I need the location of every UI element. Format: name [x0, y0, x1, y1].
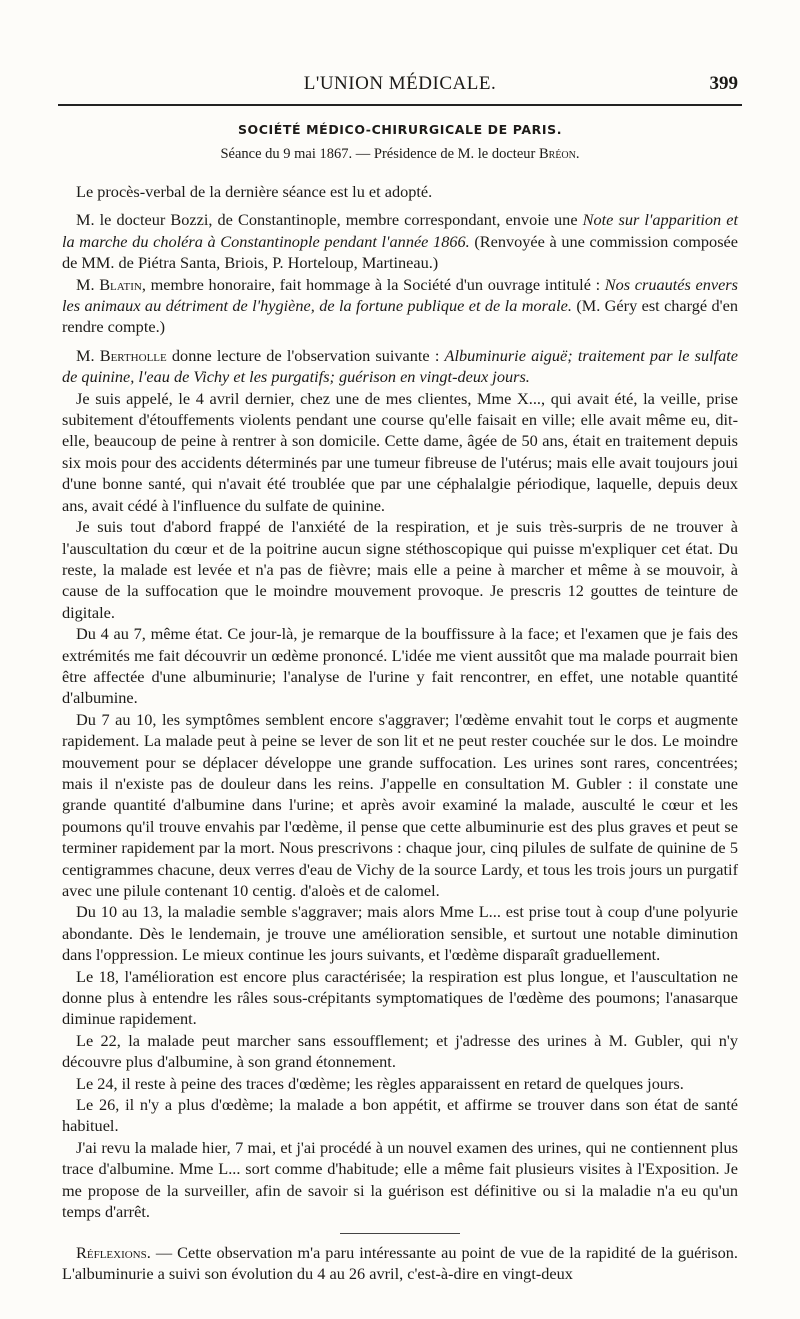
- paragraph-obs-6: Le 18, l'amélioration est encore plus caractérisée; la respiration est plus longue, et l'auscultation ne donne plus à entendre les râles sous-crépitants symptomatiques de l'œdème des poumons; l'anasarque diminue rapidement.: [62, 966, 738, 1029]
- bozzi-text: de Constantinople, membre correspondant, envoie une: [217, 210, 578, 230]
- blatin-end: (M. Géry est chargé d'en rendre compte.): [62, 296, 738, 337]
- society-title: SOCIÉTÉ MÉDICO-CHIRURGICALE DE PARIS.: [237, 122, 563, 137]
- paragraph-bozzi: [62, 209, 738, 273]
- blatin-name: M. Blatin,: [76, 274, 146, 294]
- paragraph-obs-8: Le 24, il reste à peine des traces d'œdème; les règles apparaissent en retard de quelques jours.: [76, 1073, 684, 1093]
- bozzi-end: (Renvoyée à une commission composée de MM. de Piétra Santa, Briois, P. Horteloup, Martineau.): [62, 231, 738, 273]
- bozzi-title: Note sur l'apparition et la marche du choléra à Constantinople pendant l'année 1866.: [62, 210, 738, 251]
- blatin-text: membre honoraire, fait hommage à la Société d'un ouvrage intitulé :: [150, 274, 601, 294]
- paragraph-obs-3: Du 4 au 7, même état. Ce jour-là, je remarque de la bouffissure à la face; et l'examen que je fais des extrémités me fait découvrir un œdème prononcé. L'idée me vient aussitôt que ma malade pourrait bien être affectée d'une albuminurie; l'analyse de l'urine y fait rencontrer, en effet, une notable quantité d'albumine.: [62, 624, 738, 708]
- paragraph-bertholle: [62, 345, 738, 388]
- bertholle-title: Albuminurie aiguë; traitement par le sulfate de quinine, l'eau de Vichy et les purgatifs; guérison en vingt-deux jours.: [62, 345, 739, 387]
- session-line: [0, 146, 800, 163]
- article-body: [62, 174, 738, 1284]
- blatin-title: Nos cruautés envers les animaux au détriment de l'hygiène, de la fortune publique et de la morale.: [62, 274, 738, 316]
- session-president: Bréon.: [538, 146, 580, 162]
- paragraph-obs-10: J'ai revu la malade hier, 7 mai, et j'ai procédé à un nouvel examen des urines, qui ne contiennent plus trace d'albumine. Mme L... sort comme d'habitude; elle a même fait plusieurs visites à l'Exposition. Je me propose de la surveiller, afin de savoir si la guérison est définitive ou si la maladie n'a eu qu'un temps d'arrêt.: [62, 1137, 738, 1222]
- session-prefix: Séance du 9 mai 1867. — Présidence de M. le docteur: [220, 146, 536, 162]
- running-title: L'UNION MÉDICALE.: [303, 73, 497, 94]
- reflexions-text: — Cette observation m'a paru intéressante au point de vue de la rapidité de la guérison. L'albuminurie a suivi son évolution du 4 au 26 avril, c'est-à-dire en vingt-deux: [62, 1242, 738, 1283]
- paragraph-obs-2: Je suis tout d'abord frappé de l'anxiété de la respiration, et je suis très-surpris de ne trouver à l'auscultation du cœur et de la poitrine aucun signe stéthoscopique qui puisse m'expliquer cet état. Du reste, la malade est levée et n'a pas de fièvre; mais elle a peine à marcher et même à se mouvoir, à cause de la suffocation que le moindre mouvement provoque. Je prescris 12 gouttes de teinture de digitale.: [62, 517, 738, 622]
- running-head: [62, 73, 738, 99]
- paragraph-minutes: Le procès-verbal de la dernière séance est lu et adopté.: [76, 182, 433, 201]
- reflexions-label: Réflexions.: [76, 1242, 151, 1262]
- bertholle-name: M. Bertholle: [76, 345, 167, 365]
- paragraph-obs-5: Du 10 au 13, la maladie semble s'aggraver; mais alors Mme L... est prise tout à coup d'une polyurie abondante. Dès le lendemain, je trouve une amélioration sensible, et surtout une notable diminution dans l'oppression. Le mieux continue les jours suivants, et l'œdème disparaît graduellement.: [62, 902, 738, 965]
- paragraph-obs-7: Le 22, la malade peut marcher sans essoufflement; et j'adresse des urines à M. Gubler, qui n'y découvre plus d'albumine, à son grand étonnement.: [62, 1030, 738, 1072]
- section-divider: [340, 1233, 460, 1234]
- paragraph-reflexions: [62, 1242, 738, 1285]
- paragraph-blatin: [62, 274, 738, 338]
- header-rule: [58, 104, 742, 106]
- paragraph-obs-1: Je suis appelé, le 4 avril dernier, chez une de mes clientes, Mme X..., qui avait été, la veille, prise subitement d'étouffements violents pendant une course qu'elle faisait en ville; elle avait même eu, dit-elle, beaucoup de peine à rentrer à son domicile. Cette dame, âgée de 50 ans, était en traitement depuis six mois pour des accidents déterminés par une tumeur fibreuse de l'utérus; mais elle avait toujours joui d'une bonne santé, qui n'avait été troublée que par une céphalalgie périodique, laquelle, depuis deux ans, avait cédé à l'influence du sulfate de quinine.: [62, 388, 738, 515]
- paragraph-obs-9: Le 26, il n'y a plus d'œdème; la malade a bon appétit, et affirme se trouver dans son état de santé habituel.: [62, 1095, 738, 1136]
- bozzi-name: M. le docteur Bozzi,: [76, 210, 213, 230]
- paragraph-obs-4: Du 7 au 10, les symptômes semblent encore s'aggraver; l'œdème envahit tout le corps et augmente rapidement. La malade peut à peine se lever de son lit et ne peut rester couchée sur le dos. Le moindre mouvement pour se déplacer développe une grande suffocation. Les urines sont rares, concentrées; mais il n'existe pas de douleur dans les reins. J'appelle en consultation M. Gubler : il constate une grande quantité d'albumine dans l'urine; et après avoir examiné la malade, ausculté le cœur et les poumons qu'il trouve envahis par l'œdème, il pense que cette albuminurie est des plus graves et peut se terminer rapidement par la mort. Nous prescrivons : chaque jour, cinq pilules de sulfate de quinine de 5 centigrammes chacune, deux verres d'eau de Vichy de la source Lardy, et tous les trois jours un purgatif avec une pilule contenant 10 centig. d'aloès et de calomel.: [62, 709, 738, 900]
- bertholle-text: donne lecture de l'observation suivante :: [171, 345, 440, 365]
- page-number: 399: [709, 73, 738, 94]
